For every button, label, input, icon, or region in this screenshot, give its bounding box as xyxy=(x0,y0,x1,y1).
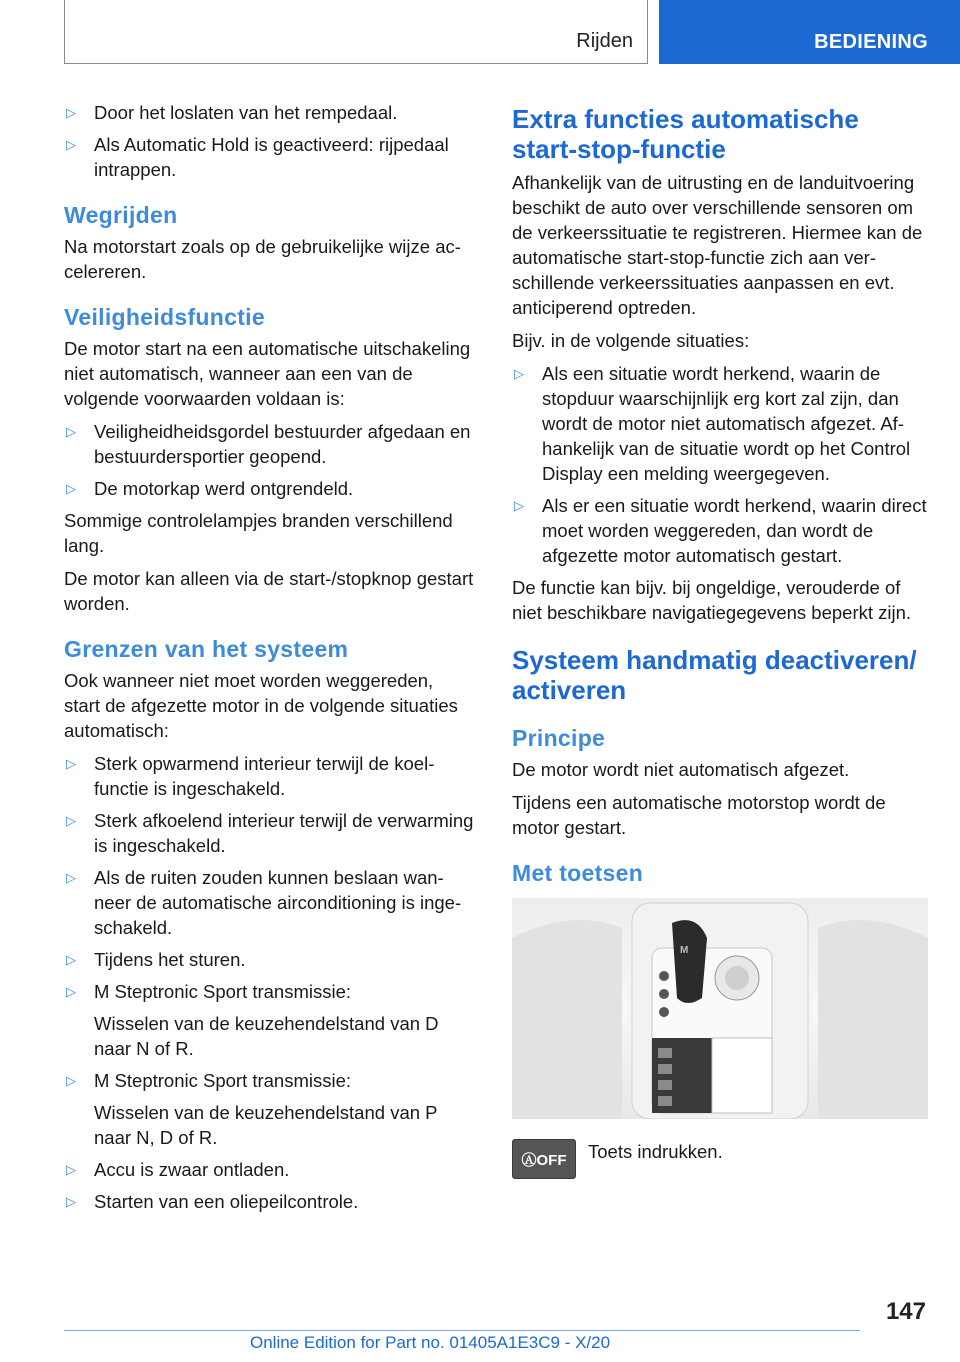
header-chapter-box xyxy=(659,0,960,64)
list-item: ▷ Sterk opwarmend interieur terwijl de koelfunctie is ingeschakeld. xyxy=(66,753,435,799)
heading-grenzen: Grenzen van het systeem xyxy=(64,636,349,662)
heading-extra-functies: Extra functies automatische start-stop-functie xyxy=(512,104,859,164)
triangle-bullet-icon: ▷ xyxy=(66,870,76,885)
list-item: ▷ Als een situatie wordt herkend, waarin de stopduur waarschijnlijk erg kort zal zijn, dan wordt de motor niet automatisch afgezet. Afhankelijk van de situatie wordt op het Control Display een melding weergegeven. xyxy=(514,363,911,484)
triangle-bullet-icon: ▷ xyxy=(66,813,76,828)
paragraph: Sommige controlelampjes branden verschillend lang. xyxy=(64,510,453,556)
heading-veiligheidsfunctie: Veiligheidsfunctie xyxy=(64,304,265,330)
triangle-bullet-icon: ▷ xyxy=(66,105,76,120)
bullet-list-veiligheid xyxy=(64,419,474,501)
triangle-bullet-icon: ▷ xyxy=(66,1194,76,1209)
paragraph: Ook wanneer niet moet worden weggereden, start de afgezette motor in de volgende situaties automatisch: xyxy=(64,670,458,741)
paragraph: De functie kan bijv. bij ongeldige, verouderde of niet beschikbare navigatiegegevens beperkt zijn. xyxy=(512,577,912,623)
list-item: ▷ Door het loslaten van het rempedaal. xyxy=(66,102,398,123)
list-item: ▷ M Steptronic Sport transmissie: Wisselen van de keuzehendelstand van P naar N, D of R. xyxy=(64,1068,474,1150)
list-item: ▷ Starten van een oliepeilcontrole. xyxy=(66,1191,359,1212)
heading-wegrijden: Wegrijden xyxy=(64,202,178,228)
list-item: ▷ Als er een situatie wordt herkend, waarin direct moet worden weggereden, dan wordt de afgezette motor automatisch gestart. xyxy=(514,495,927,566)
heading-met-toetsen: Met toetsen xyxy=(512,860,644,886)
page-number: 147 xyxy=(885,1298,926,1325)
triangle-bullet-icon: ▷ xyxy=(66,952,76,967)
paragraph: Afhankelijk van de uitrusting en de landuitvoering beschikt de auto over verschillende sensoren om de verkeerssituatie te registreren. Hiermee kan de automatische start-stop-functie zich aan verschillende verkeerssituaties aanpassen en evt. anticiperend optreden. xyxy=(512,172,923,318)
list-item: ▷ Veiligheidheidsgordel bestuurder afgedaan en bestuurdersportier geopend. xyxy=(66,421,471,467)
list-item-subtext: Wisselen van de keuzehendelstand van P naar N, D of R. xyxy=(94,1102,438,1148)
paragraph: De motor wordt niet automatisch afgezet. xyxy=(512,759,850,780)
triangle-bullet-icon: ▷ xyxy=(514,498,524,513)
triangle-bullet-icon: ▷ xyxy=(514,366,524,381)
footer-edition-text: Online Edition for Part no. 01405A1E3C9 - X/20 xyxy=(250,1333,611,1352)
header-section-box xyxy=(64,0,648,64)
triangle-bullet-icon: ▷ xyxy=(66,756,76,771)
list-item-subtext: Wisselen van de keuzehendelstand van D naar N of R. xyxy=(94,1013,439,1059)
toets-row xyxy=(512,1139,928,1179)
header-chapter-title: BEDIENING xyxy=(814,31,928,53)
paragraph: Bijv. in de volgende situaties: xyxy=(512,330,750,351)
triangle-bullet-icon: ▷ xyxy=(66,424,76,439)
heading-systeem-handmatig: Systeem handmatig deactiveren/ activeren xyxy=(512,645,917,705)
triangle-bullet-icon: ▷ xyxy=(66,984,76,999)
bullet-list-extra xyxy=(512,361,928,568)
svg-text:M: M xyxy=(680,945,689,956)
triangle-bullet-icon: ▷ xyxy=(66,1073,76,1088)
heading-principe: Principe xyxy=(512,725,606,751)
list-item: ▷ Als de ruiten zouden kunnen beslaan wanneer de automatische airconditioning is ingeschakeld. xyxy=(66,867,462,938)
header-section-title: Rijden xyxy=(576,30,633,52)
list-item: ▷ De motorkap werd ontgrendeld. xyxy=(66,478,354,499)
paragraph: De motor start na een automatische uitschakeling niet automatisch, wanneer aan een van de volgende voorwaarden voldaan is: xyxy=(64,338,471,409)
bullet-list-grenzen xyxy=(64,751,474,1214)
center-console-image xyxy=(512,898,928,1119)
list-item: ▷ Accu is zwaar ontladen. xyxy=(66,1159,290,1180)
triangle-bullet-icon: ▷ xyxy=(66,1162,76,1177)
bullet-list-top xyxy=(64,100,474,182)
paragraph: Na motorstart zoals op de gebruikelijke wijze accelereren. xyxy=(64,236,461,282)
list-item: ▷ Tijdens het sturen. xyxy=(66,949,246,970)
paragraph: De motor kan alleen via de start-/stopknop gestart worden. xyxy=(64,568,474,614)
list-item: ▷ Als Automatic Hold is geactiveerd: rijpedaal intrappen. xyxy=(66,134,449,180)
auto-start-stop-off-button-icon: ⒶOFF xyxy=(512,1139,576,1179)
footer-divider xyxy=(64,1330,860,1331)
left-column xyxy=(64,100,474,1221)
triangle-bullet-icon: ▷ xyxy=(66,481,76,496)
list-item: ▷ M Steptronic Sport transmissie: Wisselen van de keuzehendelstand van D naar N of R. xyxy=(64,979,474,1061)
paragraph: Tijdens een automatische motorstop wordt de motor gestart. xyxy=(512,792,886,838)
list-item: ▷ Sterk afkoelend interieur terwijl de verwarming is ingeschakeld. xyxy=(66,810,474,856)
paragraph: Toets indrukken. xyxy=(588,1141,723,1162)
center-console-illustration xyxy=(512,898,928,1119)
triangle-bullet-icon: ▷ xyxy=(66,137,76,152)
right-column xyxy=(512,100,928,1179)
